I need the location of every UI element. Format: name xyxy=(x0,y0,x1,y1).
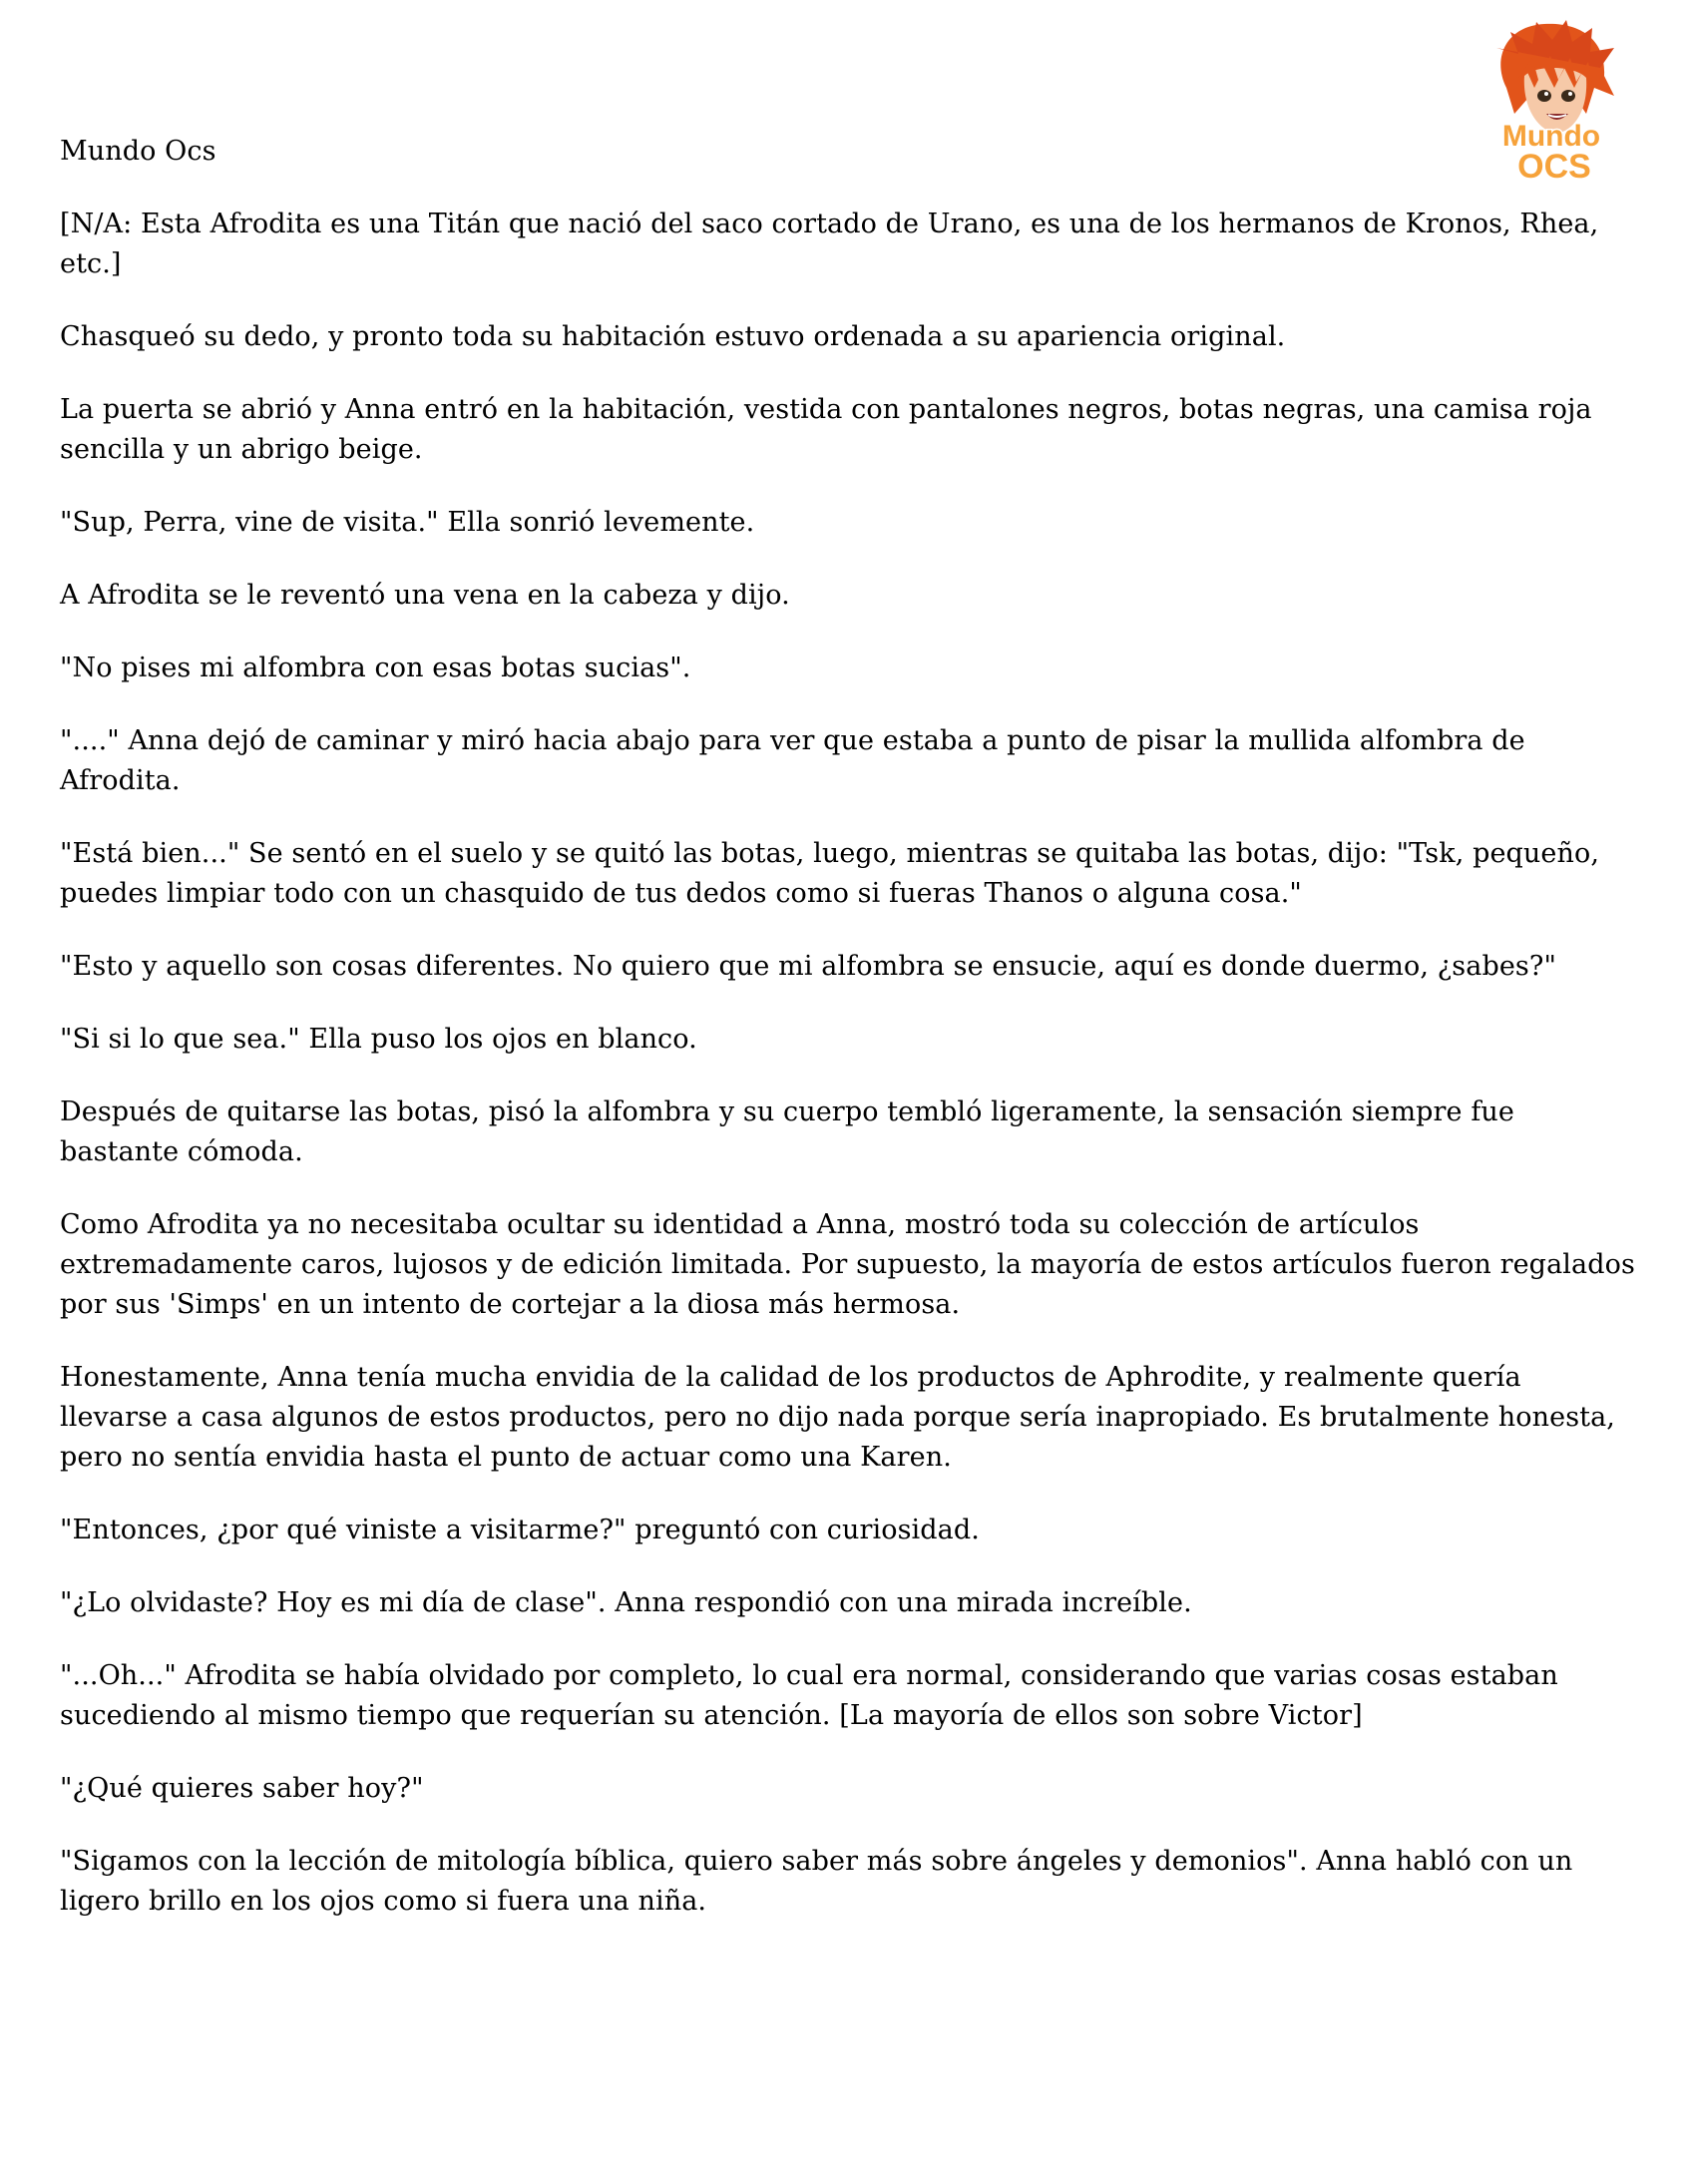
paragraph: "Sigamos con la lección de mitología bíblica, quiero saber más sobre ángeles y demonios". Anna habló con un ligero brillo en los ojos como si fuera una niña. xyxy=(60,1846,1573,1917)
paragraph: "Sup, Perra, vine de visita." Ella sonrió levemente. xyxy=(60,507,755,538)
paragraph: "Está bien..." Se sentó en el suelo y se quitó las botas, luego, mientras se quitaba las botas, dijo: "Tsk, pequeño, puedes limpiar todo con un chasquido de tus dedos como si fueras Thanos o alguna cosa." xyxy=(60,838,1600,909)
paragraph: "...Oh..." Afrodita se había olvidado por completo, lo cual era normal, considerando que varias cosas estaban sucediendo al mismo tiempo que requerían su atención. [La mayoría de ellos son sobre Victor] xyxy=(60,1660,1558,1731)
paragraph: Como Afrodita ya no necesitaba ocultar su identidad a Anna, mostró toda su colección de artículos extremadamente caros, lujosos y de edición limitada. Por supuesto, la mayoría de estos artículos fueron regalados por sus 'Simps' en un intento de cortejar a la diosa más hermosa. xyxy=(60,1209,1635,1320)
paragraph: La puerta se abrió y Anna entró en la habitación, vestida con pantalones negros, botas negras, una camisa roja sencilla y un abrigo beige. xyxy=(60,394,1592,465)
paragraph: Después de quitarse las botas, pisó la alfombra y su cuerpo tembló ligeramente, la sensación siempre fue bastante cómoda. xyxy=(60,1096,1514,1167)
paragraph: "...." Anna dejó de caminar y miró hacia abajo para ver que estaba a punto de pisar la mullida alfombra de Afrodita. xyxy=(60,725,1525,796)
document-body xyxy=(60,132,1636,1955)
paragraph: Honestamente, Anna tenía mucha envidia de la calidad de los productos de Aphrodite, y realmente quería llevarse a casa algunos de estos productos, pero no dijo nada porque sería inapropiado. Es brutalmente honesta, pero no sentía envidia hasta el punto de actuar como una Karen. xyxy=(60,1362,1615,1473)
logo-word-ocs: OCS xyxy=(1517,148,1591,186)
paragraph: A Afrodita se le reventó una vena en la cabeza y dijo. xyxy=(60,580,790,611)
paragraph: Chasqueó su dedo, y pronto toda su habitación estuvo ordenada a su apariencia original. xyxy=(60,321,1286,352)
document-header: Mundo Ocs xyxy=(60,136,216,167)
paragraph-author-note: [N/A: Esta Afrodita es una Titán que nació del saco cortado de Urano, es una de los hermanos de Kronos, Rhea, etc.] xyxy=(60,209,1599,279)
logo-word-mundo: Mundo xyxy=(1501,120,1601,153)
paragraph: "No pises mi alfombra con esas botas sucias". xyxy=(60,653,691,683)
paragraph: "Entonces, ¿por qué viniste a visitarme?" preguntó con curiosidad. xyxy=(60,1515,980,1545)
paragraph: "¿Lo olvidaste? Hoy es mi día de clase". Anna respondió con una mirada increíble. xyxy=(60,1587,1192,1618)
paragraph: "Si si lo que sea." Ella puso los ojos en blanco. xyxy=(60,1024,697,1055)
paragraph: "¿Qué quieres saber hoy?" xyxy=(60,1773,424,1804)
paragraph: "Esto y aquello son cosas diferentes. No quiero que mi alfombra se ensucie, aquí es donde duermo, ¿sabes?" xyxy=(60,951,1556,982)
